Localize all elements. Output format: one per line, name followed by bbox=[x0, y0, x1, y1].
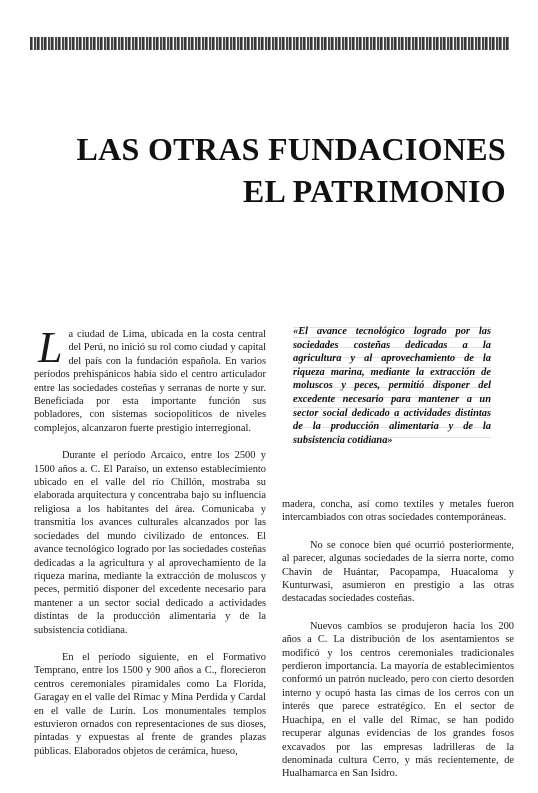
body-paragraph: madera, concha, así como textiles y metales fueron intercambiados con otras sociedades contemporáneas. bbox=[282, 499, 514, 524]
intro-text: a ciudad de Lima, ubicada en la costa central del Perú, no inició su rol como ciudad y capital del país con la fundación española. En varios períodos prehispánicos había sido el centro articulador entre las sociedades costeñas y serranas de norte y sur. Beneficiada por esta importante función sus pobladores, con sistemas sociopolíticos de niveles complejos, alcanzaron fuerte prestigio interregional. bbox=[34, 329, 266, 434]
right-column bbox=[282, 498, 514, 781]
body-paragraph: En el período siguiente, en el Formativo Temprano, entre los 1500 y 900 años a C., florecieron centros ceremoniales piramidales como La Florida, Garagay en el valle del Rímac y Mina Perdida y Cardal en el valle de Lurín. Los monumentales templos estuvieron ornados con representaciones de sus dioses, pintadas y expuestas al frente de grandes plazas públicas. Elaborados objetos de cerámica, hueso, bbox=[34, 651, 266, 757]
intro-paragraph bbox=[34, 323, 266, 435]
decorative-header-band bbox=[30, 37, 510, 50]
drop-cap: L bbox=[38, 323, 63, 372]
title-line-1: LAS OTRAS FUNDACIONES bbox=[76, 131, 506, 167]
left-column bbox=[34, 323, 266, 758]
body-paragraph: Durante el período Arcaico, entre los 2500 y 1500 años a. C. El Paraíso, un extenso establecimiento ubicado en el valle del río Chillón, mostraba su elaborada arquitectura y concentraba bajo su influencia religiosa a los habitantes del área. Comunicaba y transmitía los avances culturales alcanzados por las sociedades del mundo civilizado de entonces. El avance tecnológico logrado por las sociedades costeñas dedicadas a la agricultura y al aprovechamiento de la riqueza marina, mediante la extracción de moluscos y peces, permitió disponer del excedente necesario para mantener a un sector social dedicado a actividades distintas de la producción alimentaria y de la subsistencia cotidiana. bbox=[34, 450, 266, 636]
pull-quote: «El avance tecnológico logrado por las sociedades costeñas dedicadas a la agricultura y al aprovechamiento de la riqueza marina, mediante la extracción de moluscos y peces, permitió disponer del excedente necesario para mantener a un sector social dedicado a actividades distintas de la producción alimentaria y de la subsistencia cotidiana» bbox=[293, 326, 491, 446]
body-paragraph: No se conoce bien qué ocurrió posteriormente, al parecer, algunas sociedades de la sierra norte, como Chavín de Huántar, Pacopampa, Huacaloma y Kunturwasi, asumieron en prestigio a las otras destacadas sociedades costeñas. bbox=[282, 539, 514, 605]
title-line-2: EL PATRIMONIO bbox=[242, 173, 506, 209]
page-title bbox=[26, 128, 506, 212]
body-paragraph: Nuevos cambios se produjeron hacia los 200 años a C. La distribución de los asentamientos se modificó y los centros ceremoniales tradicionales perdieron importancia. La mayoría de establecimientos conformó un patrón nucleado, pero con cierto desorden interno y ocupó hasta las cimas de los cerros con un interés que parece estratégico. En el sector de Huachipa, en el valle del Rímac, se han podido recuperar algunas evidencias de los grandes fosos excavados por las empresas ladrilleras de la denominada cultura Cerro, y más recientemente, de Hualhamarca en San Isidro. bbox=[282, 620, 514, 780]
